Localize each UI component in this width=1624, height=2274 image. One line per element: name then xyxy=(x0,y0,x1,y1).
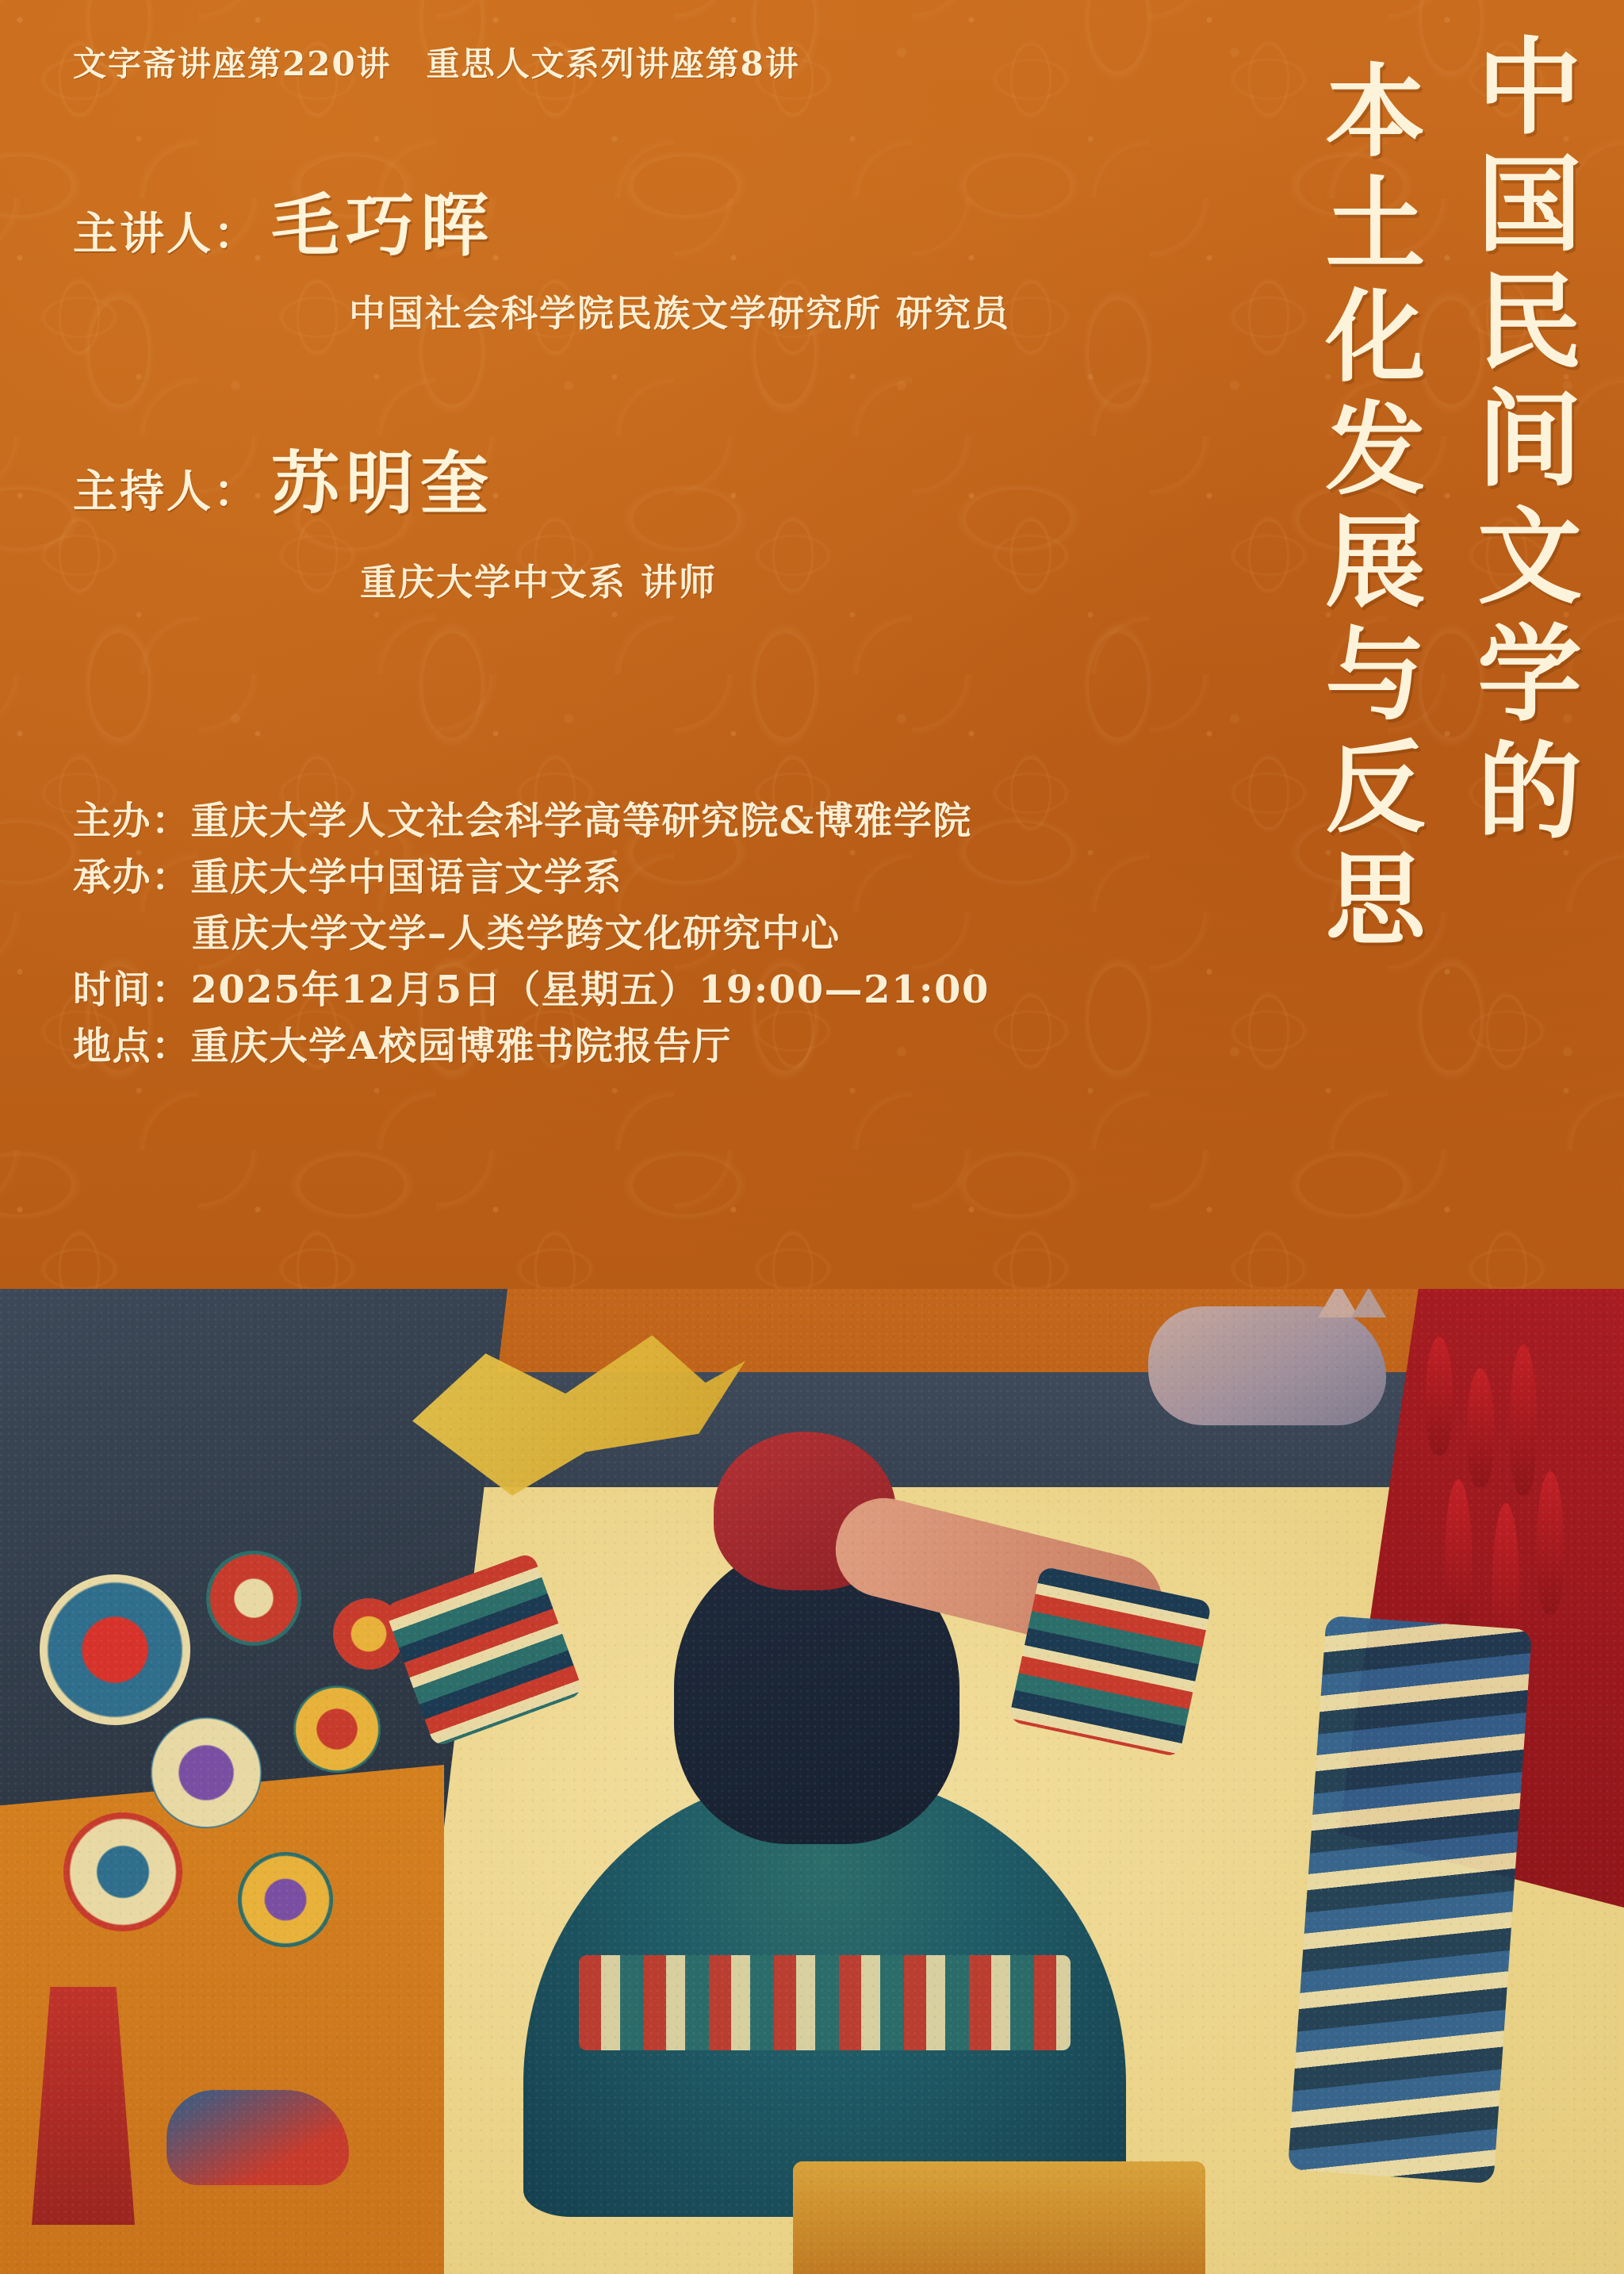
info-center: 重庆大学文学–人类学跨文化研究中心 xyxy=(192,911,841,957)
speaker-role-label: 主讲人： xyxy=(73,208,260,260)
info-location: 地点：重庆大学A校园博雅书院报告厅 xyxy=(73,1024,732,1069)
wooden-table-icon xyxy=(793,2161,1205,2274)
poster-illustration xyxy=(0,1289,1624,2274)
host-affiliation: 重庆大学中文系 讲师 xyxy=(360,561,718,604)
speaker-block xyxy=(73,171,1010,337)
poster-text-content xyxy=(0,0,1253,1289)
series-line: 文字斋讲座第220讲 重思人文系列讲座第8讲 xyxy=(73,44,800,83)
host-name: 苏明奎 xyxy=(271,443,495,523)
event-info-block xyxy=(73,793,1215,1075)
title-column-left: 本土化发展与反思 xyxy=(1309,59,1427,960)
cat-icon xyxy=(1148,1306,1386,1425)
poster-title xyxy=(1297,32,1595,1190)
embroidered-shoe-icon xyxy=(167,2090,349,2185)
info-co-organizer: 承办：重庆大学中国语言文学系 xyxy=(73,855,623,900)
info-organizer: 主办：重庆大学人文社会科学高等研究院&博雅学院 xyxy=(73,799,972,843)
dancing-figure-icon xyxy=(476,1400,1174,2193)
figure-skirt-band xyxy=(579,1955,1071,2050)
speaker-name: 毛巧晖 xyxy=(271,186,495,266)
host-role-label: 主持人： xyxy=(73,466,260,518)
speaker-affiliation: 中国社会科学院民族文学研究所 研究员 xyxy=(349,292,1011,335)
flowers-icon xyxy=(32,1551,444,2058)
info-time: 时间：2025年12月5日（星期五）19:00—21:00 xyxy=(73,968,990,1013)
host-block xyxy=(73,428,717,606)
title-column-right: 中国民间文学的 xyxy=(1459,32,1582,853)
patterned-textile-icon xyxy=(1288,1616,1532,2184)
